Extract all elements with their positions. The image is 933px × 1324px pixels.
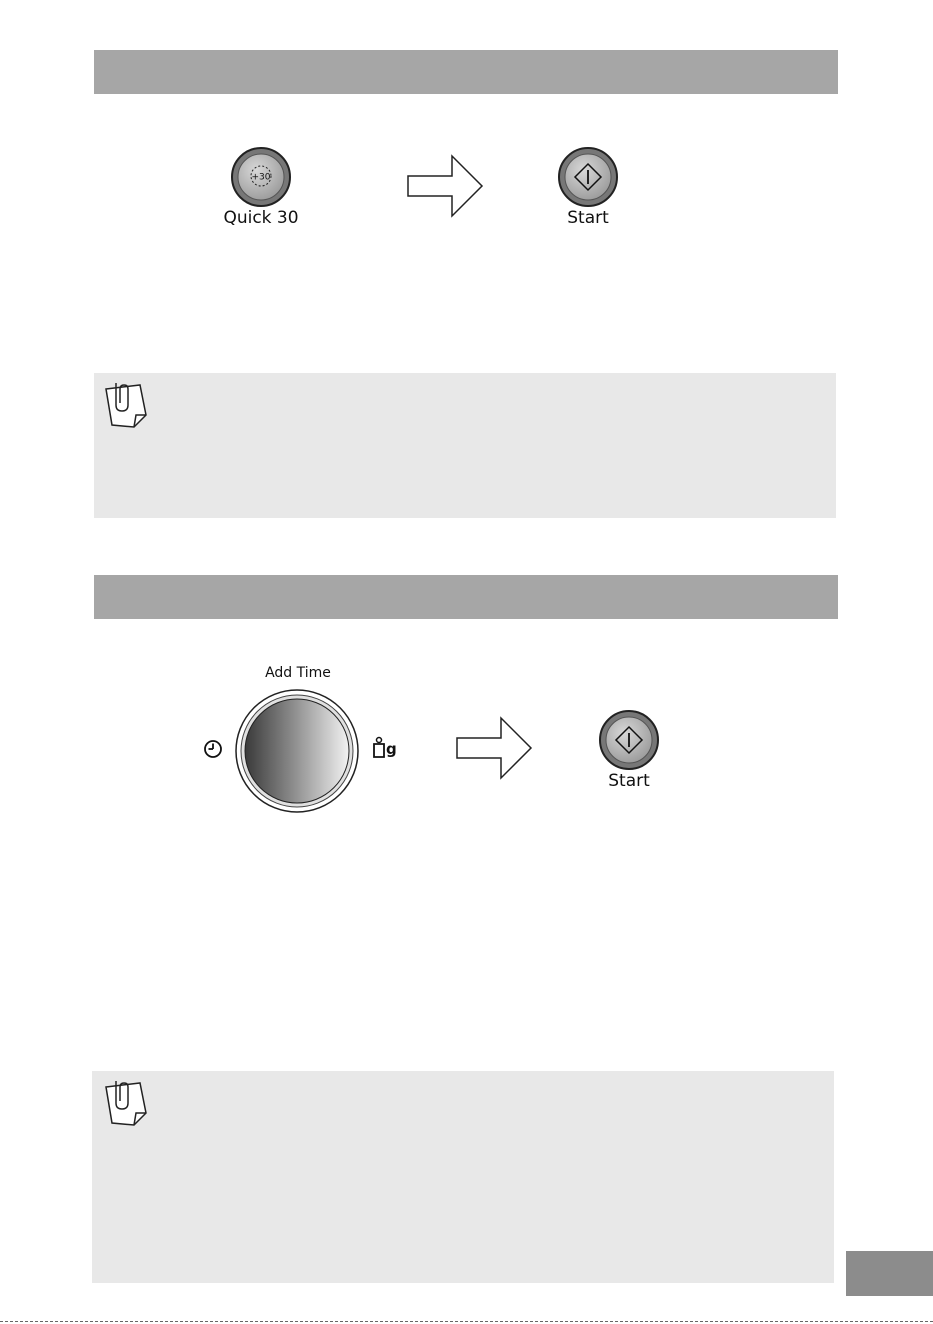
quick-30-glyph: +30 [251, 172, 271, 183]
paperclip-note-icon-2 [102, 1079, 148, 1127]
page-tab [846, 1251, 933, 1296]
quick-30-button[interactable] [230, 146, 292, 208]
section-1-header-bar [94, 50, 838, 94]
note-box-2 [92, 1071, 834, 1283]
paperclip-note-icon [102, 381, 148, 429]
section-2-header-bar [94, 575, 838, 619]
start-label: Start [567, 208, 609, 228]
start-button[interactable] [557, 146, 619, 208]
right-arrow-icon [406, 154, 484, 218]
add-time-label: Add Time [265, 665, 331, 681]
bottom-rule [0, 1321, 933, 1322]
right-arrow-icon-2 [455, 716, 533, 780]
weight-suffix: g [386, 740, 397, 758]
start-button-2[interactable] [598, 709, 660, 771]
quick-30-label: Quick 30 [223, 208, 299, 228]
clock-icon [202, 738, 224, 760]
add-time-dial[interactable] [234, 688, 360, 814]
start-label-2: Start [608, 771, 650, 791]
note-box-1 [94, 373, 836, 518]
